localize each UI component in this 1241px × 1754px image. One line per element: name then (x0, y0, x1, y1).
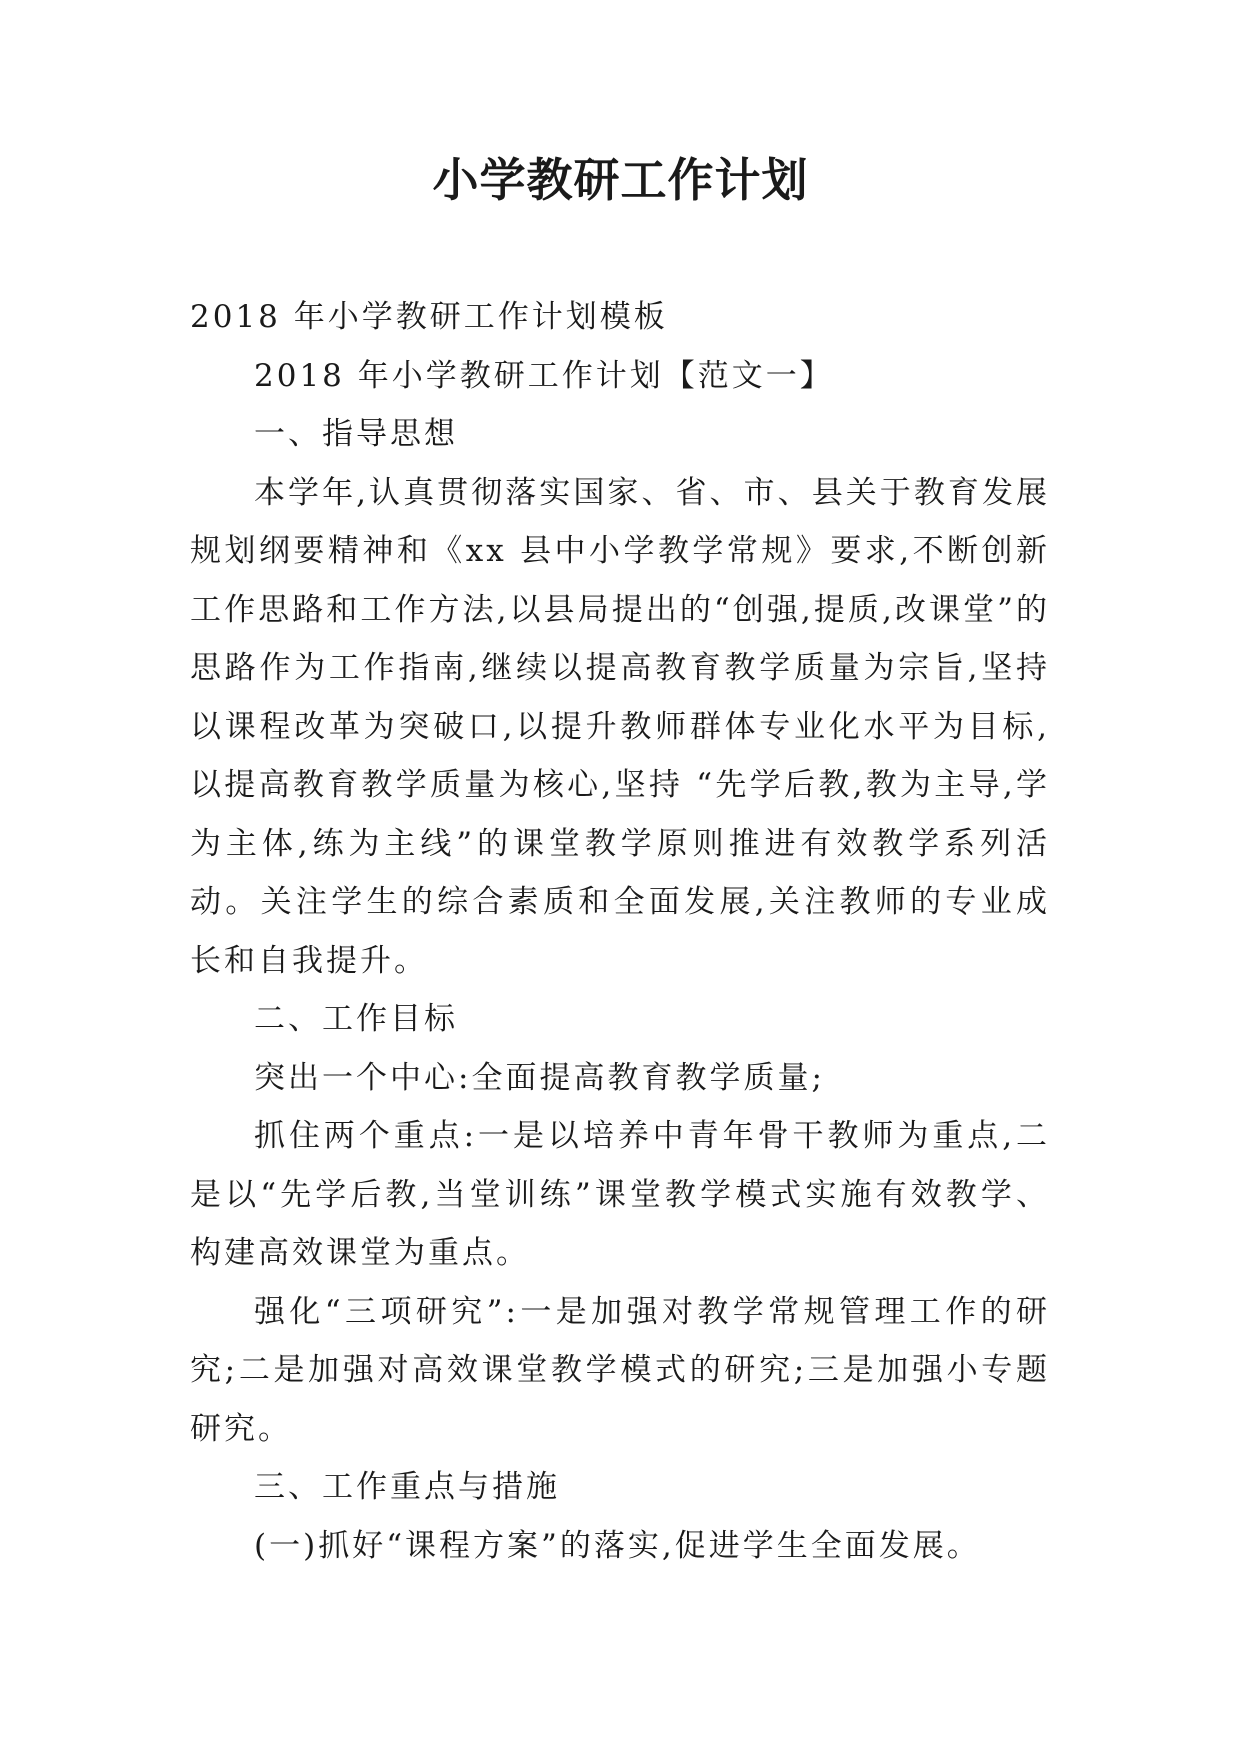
section-heading-work-goals: 二、工作目标 (254, 1001, 458, 1037)
subtitle: 2018 年小学教研工作计划模板 (190, 299, 668, 335)
paragraph-measure-one: (一)抓好“课程方案”的落实,促进学生全面发展。 (254, 1527, 981, 1564)
paragraph-guiding-ideology: 本学年,认真贯彻落实国家、省、市、县关于教育发展规划纲要精神和《xx 县中小学教学常规》要求,不断创新工作思路和工作方法,以县局提出的“创强,提质,改课堂”的思路作为工作指南,继续以提高教育教学质量为宗旨,坚持以课程改革为突破口,以提升教师群体专业化水平为目标,以提高教育教学质量为核心,坚持 “先学后教,教为主导,学为主体,练为主线”的课堂教学原则推进有效教学系列活动。关注学生的综合素质和全面发展,关注教师的专业成长和自我提升。 (190, 474, 1050, 979)
sample-heading: 2018 年小学教研工作计划【范文一】 (254, 357, 834, 394)
paragraph-goal-one-center: 突出一个中心:全面提高教育教学质量; (254, 1059, 825, 1096)
document-body (190, 288, 1050, 1575)
paragraph-goal-two-priorities: 抓住两个重点:一是以培养中青年骨干教师为重点,二是以“先学后教,当堂训练”课堂教学模式实施有效教学、构建高效课堂为重点。 (190, 1118, 1050, 1271)
section-heading-key-measures: 三、工作重点与措施 (254, 1469, 560, 1505)
section-heading-guiding-ideology: 一、指导思想 (254, 416, 458, 452)
document-title: 小学教研工作计划 (432, 153, 809, 207)
paragraph-goal-three-studies: 强化“三项研究”:一是加强对教学常规管理工作的研究;二是加强对高效课堂教学模式的研究;三是加强小专题研究。 (190, 1293, 1050, 1447)
